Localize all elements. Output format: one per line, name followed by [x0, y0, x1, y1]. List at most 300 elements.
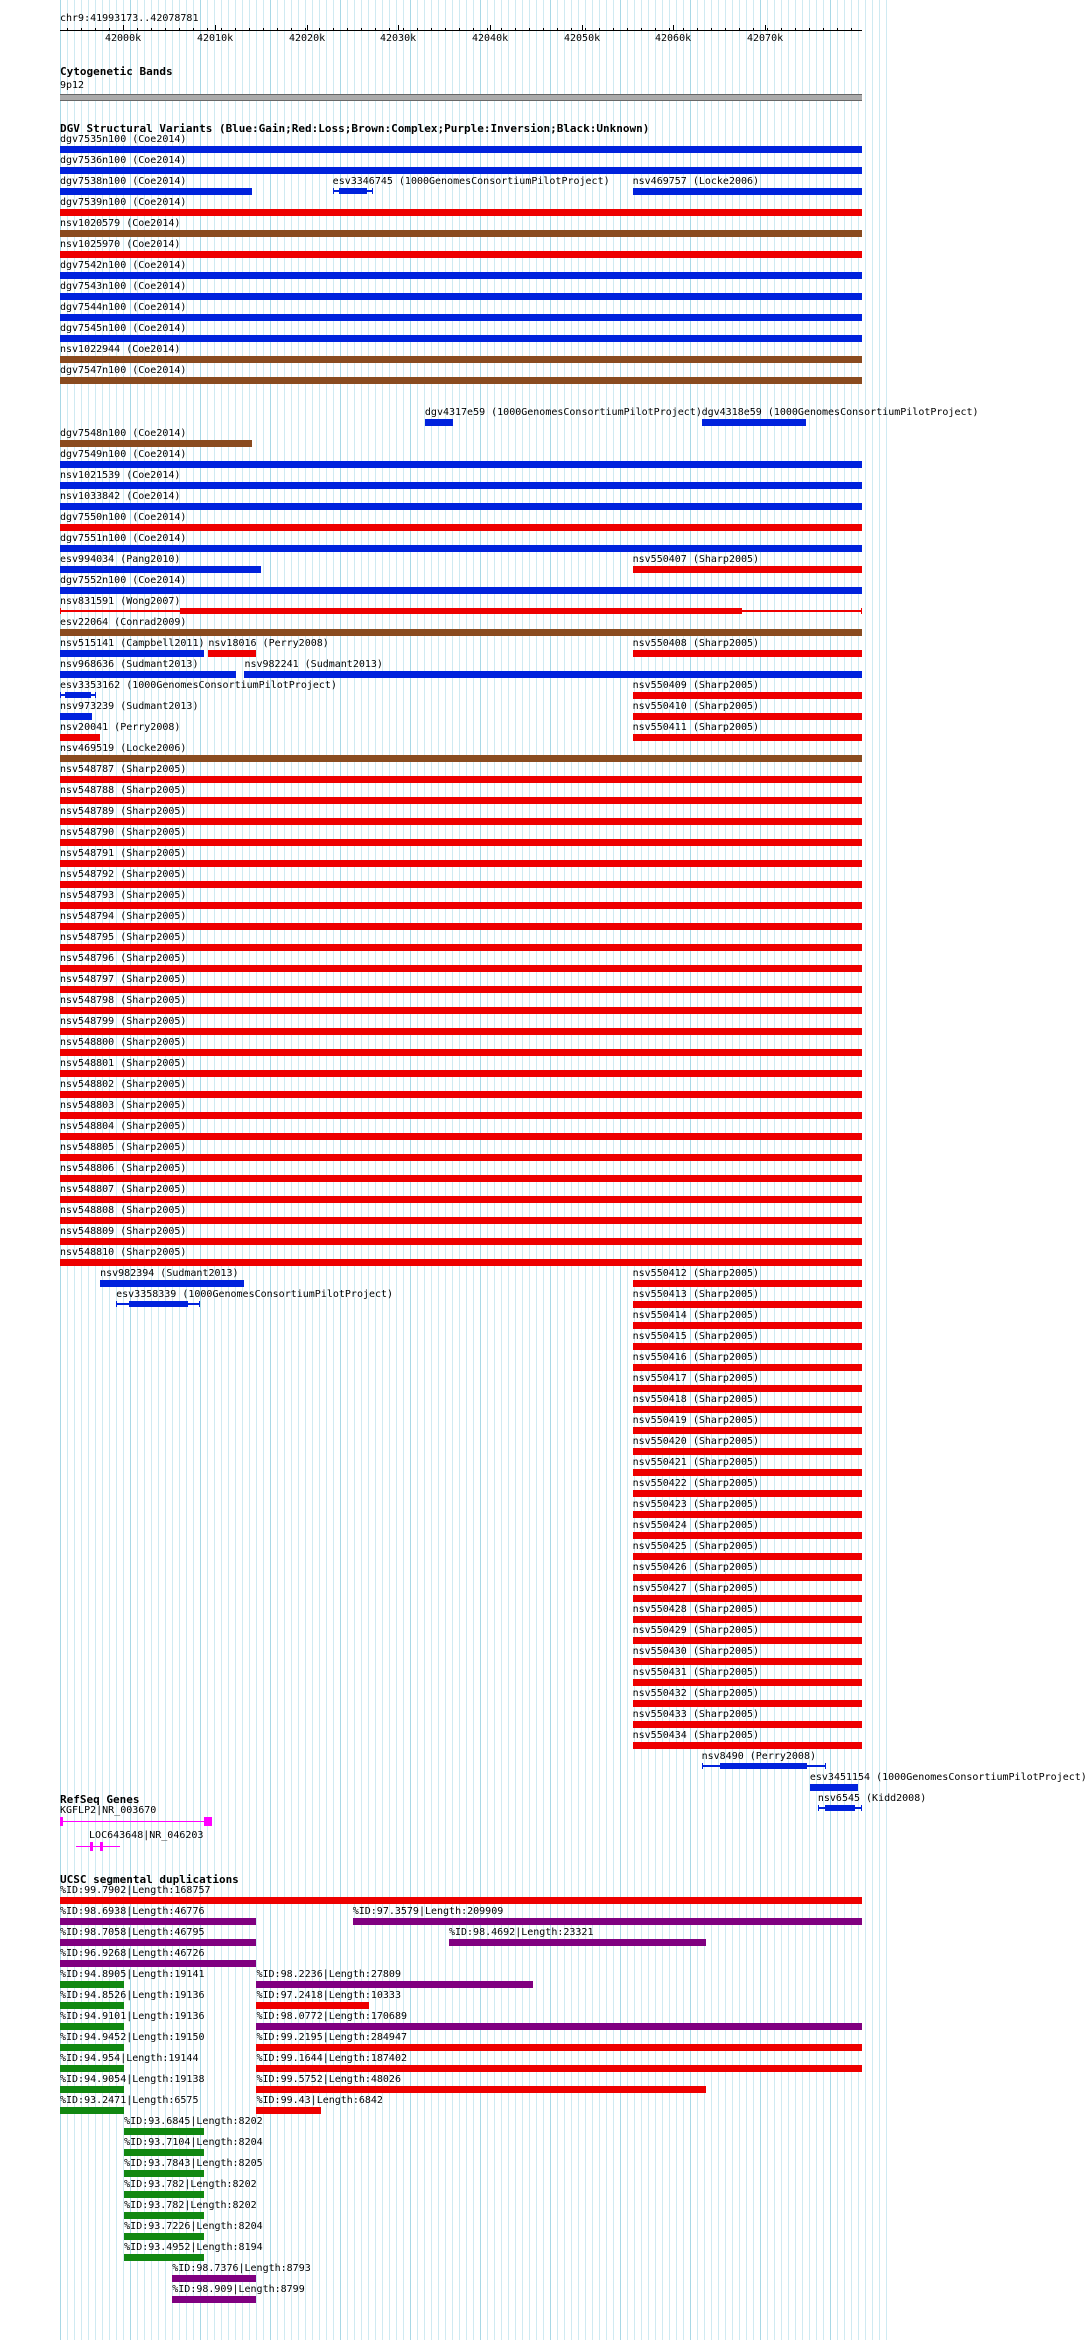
ruler-minor-tick: [67, 28, 68, 31]
segdup-label: %ID:93.2471|Length:6575: [60, 2095, 199, 2106]
dgv-bar[interactable]: [60, 482, 862, 489]
dgv-label: nsv550427 (Sharp2005): [632, 1583, 760, 1594]
dgv-bar[interactable]: [208, 650, 256, 657]
dgv-bar[interactable]: [633, 1721, 862, 1728]
dgv-bar[interactable]: [60, 881, 862, 888]
dgv-label: dgv7545n100 (Coe2014): [60, 323, 187, 334]
dgv-bar[interactable]: [60, 776, 862, 783]
dgv-bar[interactable]: [60, 1238, 862, 1245]
dgv-label: nsv968636 (Sudmant2013): [60, 659, 199, 670]
dgv-bar[interactable]: [633, 1700, 862, 1707]
refseq-gene-exon[interactable]: [204, 1817, 212, 1826]
segdup-bar[interactable]: [353, 1918, 862, 1925]
ruler-minor-tick: [543, 28, 544, 31]
grid-line: [578, 0, 579, 2340]
dgv-bar[interactable]: [633, 1616, 862, 1623]
segdup-bar[interactable]: [172, 2296, 256, 2303]
segdup-bar[interactable]: [256, 2023, 862, 2030]
grid-line: [886, 0, 887, 2340]
dgv-bar[interactable]: [60, 860, 862, 867]
dgv-bar[interactable]: [60, 1259, 862, 1266]
dgv-bar[interactable]: [633, 1469, 862, 1476]
dgv-label: nsv1022944 (Coe2014): [60, 344, 181, 355]
dgv-bar[interactable]: [100, 1280, 244, 1287]
dgv-bar[interactable]: [633, 1448, 862, 1455]
dgv-bar-core[interactable]: [180, 608, 741, 614]
grid-line: [606, 0, 607, 2340]
ruler-minor-tick: [515, 28, 516, 31]
dgv-bar[interactable]: [633, 1574, 862, 1581]
grid-line: [704, 0, 705, 2340]
refseq-gene-label: LOC643648|NR_046203: [89, 1830, 204, 1841]
dgv-label: nsv1025970 (Coe2014): [60, 239, 181, 250]
dgv-bar[interactable]: [60, 629, 862, 636]
segdup-label: %ID:94.8905|Length:19141: [60, 1969, 205, 1980]
dgv-bar[interactable]: [633, 692, 862, 699]
segdup-label: %ID:98.6938|Length:46776: [60, 1906, 205, 1917]
dgv-label: nsv550421 (Sharp2005): [632, 1457, 760, 1468]
segdup-bar[interactable]: [124, 2233, 204, 2240]
dgv-label: nsv550426 (Sharp2005): [632, 1562, 760, 1573]
dgv-bar-end: [95, 692, 96, 698]
grid-line: [662, 0, 663, 2340]
dgv-bar-end: [333, 188, 334, 194]
ruler-axis: [60, 30, 862, 31]
dgv-bar[interactable]: [60, 272, 862, 279]
dgv-bar[interactable]: [633, 1490, 862, 1497]
dgv-bar-end: [861, 1805, 862, 1811]
segdup-label: %ID:93.6845|Length:8202: [124, 2116, 263, 2127]
dgv-bar[interactable]: [60, 944, 862, 951]
dgv-bar[interactable]: [60, 503, 862, 510]
grid-line: [424, 0, 425, 2340]
cytoband-track-title[interactable]: Cytogenetic Bands: [60, 65, 173, 78]
ruler-minor-tick: [235, 28, 236, 31]
segdup-bar[interactable]: [60, 1960, 256, 1967]
dgv-label: nsv20041 (Perry2008): [60, 722, 181, 733]
dgv-bar[interactable]: [60, 650, 204, 657]
ruler-minor-tick: [263, 28, 264, 31]
ruler-minor-tick: [81, 28, 82, 31]
grid-line: [753, 0, 754, 2340]
dgv-bar[interactable]: [60, 1070, 862, 1077]
dgv-bar[interactable]: [60, 734, 100, 741]
dgv-bar[interactable]: [60, 188, 252, 195]
dgv-label: nsv550420 (Sharp2005): [632, 1436, 760, 1447]
dgv-bar[interactable]: [60, 1112, 862, 1119]
grid-line: [767, 0, 768, 2340]
dgv-bar[interactable]: [633, 1532, 862, 1539]
grid-line: [263, 0, 264, 2340]
grid-line: [718, 0, 719, 2340]
dgv-label: nsv550419 (Sharp2005): [632, 1415, 760, 1426]
dgv-label: nsv550407 (Sharp2005): [632, 554, 760, 565]
ruler-minor-tick: [319, 28, 320, 31]
ruler-minor-tick: [557, 28, 558, 31]
ruler-minor-tick: [683, 28, 684, 31]
segdup-bar[interactable]: [172, 2275, 256, 2282]
segdup-track-title[interactable]: UCSC segmental duplications: [60, 1873, 239, 1886]
segdup-bar[interactable]: [256, 2002, 368, 2009]
grid-line: [781, 0, 782, 2340]
dgv-bar[interactable]: [60, 461, 862, 468]
grid-line: [655, 0, 656, 2340]
ruler-minor-tick: [137, 28, 138, 31]
dgv-label: nsv550424 (Sharp2005): [632, 1520, 760, 1531]
grid-line: [816, 0, 817, 2340]
segdup-bar[interactable]: [60, 1897, 862, 1904]
dgv-bar[interactable]: [633, 1322, 862, 1329]
dgv-bar[interactable]: [60, 1196, 862, 1203]
segdup-bar[interactable]: [124, 2149, 204, 2156]
grid-line: [480, 0, 481, 2340]
dgv-bar[interactable]: [60, 1007, 862, 1014]
dgv-bar[interactable]: [633, 1385, 862, 1392]
segdup-label: %ID:98.909|Length:8799: [172, 2284, 305, 2295]
dgv-bar[interactable]: [633, 1595, 862, 1602]
segdup-label: %ID:99.43|Length:6842: [256, 2095, 383, 2106]
dgv-bar[interactable]: [244, 671, 862, 678]
dgv-bar[interactable]: [633, 1343, 862, 1350]
segdup-label: %ID:94.9054|Length:19138: [60, 2074, 205, 2085]
dgv-label: nsv515141 (Campbell2011): [60, 638, 205, 649]
ruler-minor-tick: [193, 28, 194, 31]
dgv-bar[interactable]: [60, 335, 862, 342]
grid-line: [368, 0, 369, 2340]
dgv-bar[interactable]: [60, 986, 862, 993]
grid-line: [809, 0, 810, 2340]
segdup-bar[interactable]: [60, 2044, 124, 2051]
dgv-label: nsv548797 (Sharp2005): [60, 974, 187, 985]
dgv-label: nsv548806 (Sharp2005): [60, 1163, 187, 1174]
segdup-bar[interactable]: [124, 2170, 204, 2177]
grid-line: [732, 0, 733, 2340]
grid-line: [242, 0, 243, 2340]
ruler-position-label: chr9:41993173..42078781: [60, 13, 199, 24]
segdup-bar[interactable]: [256, 2107, 320, 2114]
grid-line: [340, 0, 341, 2340]
dgv-label: nsv550413 (Sharp2005): [632, 1289, 760, 1300]
segdup-bar[interactable]: [124, 2191, 204, 2198]
grid-line: [697, 0, 698, 2340]
dgv-label: dgv7536n100 (Coe2014): [60, 155, 187, 166]
dgv-bar[interactable]: [633, 1364, 862, 1371]
grid-line: [550, 0, 551, 2340]
ruler-minor-tick: [221, 28, 222, 31]
dgv-bar-core[interactable]: [65, 692, 90, 698]
dgv-bar[interactable]: [633, 1280, 862, 1287]
grid-line: [508, 0, 509, 2340]
grid-line: [466, 0, 467, 2340]
grid-line: [354, 0, 355, 2340]
dgv-label: nsv831591 (Wong2007): [60, 596, 181, 607]
dgv-label: nsv550433 (Sharp2005): [632, 1709, 760, 1720]
ruler-minor-tick: [305, 28, 306, 31]
dgv-label: nsv548794 (Sharp2005): [60, 911, 187, 922]
dgv-bar[interactable]: [60, 209, 862, 216]
grid-line: [235, 0, 236, 2340]
dgv-bar[interactable]: [60, 902, 862, 909]
dgv-bar[interactable]: [633, 1511, 862, 1518]
dgv-label: nsv548788 (Sharp2005): [60, 785, 187, 796]
dgv-label: nsv550418 (Sharp2005): [632, 1394, 760, 1405]
ruler-minor-tick: [655, 28, 656, 31]
segdup-bar[interactable]: [60, 2002, 124, 2009]
segdup-label: %ID:93.7843|Length:8205: [124, 2158, 263, 2169]
dgv-label: nsv550415 (Sharp2005): [632, 1331, 760, 1342]
dgv-bar[interactable]: [60, 146, 862, 153]
dgv-bar[interactable]: [633, 566, 862, 573]
grid-line: [543, 0, 544, 2340]
grid-line: [592, 0, 593, 2340]
ruler-minor-tick: [375, 28, 376, 31]
dgv-bar[interactable]: [60, 818, 862, 825]
ruler-minor-tick: [165, 28, 166, 31]
dgv-bar[interactable]: [633, 188, 862, 195]
grid-line: [879, 0, 880, 2340]
segdup-bar[interactable]: [60, 2086, 124, 2093]
dgv-bar[interactable]: [633, 1658, 862, 1665]
dgv-bar[interactable]: [60, 545, 862, 552]
dgv-label: nsv550422 (Sharp2005): [632, 1478, 760, 1489]
ruler-minor-tick: [207, 28, 208, 31]
dgv-label: dgv7551n100 (Coe2014): [60, 533, 187, 544]
dgv-label: nsv550434 (Sharp2005): [632, 1730, 760, 1741]
dgv-label: nsv982394 (Sudmant2013): [100, 1268, 239, 1279]
grid-line: [277, 0, 278, 2340]
segdup-bar[interactable]: [124, 2254, 204, 2261]
grid-line: [193, 0, 194, 2340]
grid-line: [200, 0, 201, 2340]
dgv-label: nsv548798 (Sharp2005): [60, 995, 187, 1006]
ruler-minor-tick: [361, 28, 362, 31]
dgv-bar[interactable]: [60, 755, 862, 762]
dgv-label: dgv7548n100 (Coe2014): [60, 428, 187, 439]
refseq-track-title[interactable]: RefSeq Genes: [60, 1793, 140, 1806]
dgv-bar[interactable]: [633, 1637, 862, 1644]
dgv-label: nsv548810 (Sharp2005): [60, 1247, 187, 1258]
grid-line: [858, 0, 859, 2340]
grid-line: [221, 0, 222, 2340]
ruler-tick-label: 42030k: [380, 33, 417, 44]
grid-line: [305, 0, 306, 2340]
segdup-bar[interactable]: [60, 1939, 256, 1946]
dgv-bar[interactable]: [60, 1049, 862, 1056]
segdup-label: %ID:99.1644|Length:187402: [256, 2053, 407, 2064]
dgv-bar[interactable]: [633, 1301, 862, 1308]
grid-line: [389, 0, 390, 2340]
dgv-bar[interactable]: [810, 1784, 858, 1791]
segdup-bar[interactable]: [256, 2065, 862, 2072]
dgv-bar[interactable]: [633, 1406, 862, 1413]
segdup-label: %ID:97.3579|Length:209909: [352, 1906, 504, 1917]
dgv-label: nsv982241 (Sudmant2013): [244, 659, 383, 670]
ruler-tick-label: 42060k: [655, 33, 692, 44]
ruler-minor-tick: [347, 28, 348, 31]
dgv-bar[interactable]: [633, 1553, 862, 1560]
grid-line: [711, 0, 712, 2340]
dgv-bar-end: [702, 1763, 703, 1769]
dgv-bar[interactable]: [60, 1175, 862, 1182]
dgv-bar-end: [60, 608, 61, 614]
dgv-label: dgv4318e59 (1000GenomesConsortiumPilotProject): [701, 407, 979, 418]
grid-line: [529, 0, 530, 2340]
ruler-minor-tick: [641, 28, 642, 31]
dgv-label: nsv550428 (Sharp2005): [632, 1604, 760, 1615]
segdup-label: %ID:98.7058|Length:46795: [60, 1927, 205, 1938]
segdup-bar[interactable]: [449, 1939, 706, 1946]
ruler-minor-tick: [767, 28, 768, 31]
grid-line: [725, 0, 726, 2340]
segdup-label: %ID:94.9101|Length:19136: [60, 2011, 205, 2022]
grid-line: [417, 0, 418, 2340]
grid-line: [760, 0, 761, 2340]
grid-line: [228, 0, 229, 2340]
refseq-gene-intron-line[interactable]: [76, 1846, 120, 1847]
ruler-minor-tick: [739, 28, 740, 31]
ruler-minor-tick: [151, 28, 152, 31]
grid-line: [844, 0, 845, 2340]
segdup-bar[interactable]: [124, 2212, 204, 2219]
grid-line: [872, 0, 873, 2340]
dgv-label: nsv550417 (Sharp2005): [632, 1373, 760, 1384]
refseq-gene-exon[interactable]: [60, 1817, 63, 1826]
dgv-bar[interactable]: [60, 314, 862, 321]
dgv-label: nsv548803 (Sharp2005): [60, 1100, 187, 1111]
grid-line: [641, 0, 642, 2340]
ruler-minor-tick: [277, 28, 278, 31]
ruler-minor-tick: [473, 28, 474, 31]
dgv-bar[interactable]: [60, 167, 862, 174]
dgv-bar[interactable]: [60, 923, 862, 930]
segdup-bar[interactable]: [60, 2065, 124, 2072]
dgv-label: nsv550412 (Sharp2005): [632, 1268, 760, 1279]
dgv-bar[interactable]: [60, 293, 862, 300]
dgv-bar[interactable]: [60, 1091, 862, 1098]
segdup-bar[interactable]: [60, 1918, 256, 1925]
dgv-label: nsv548804 (Sharp2005): [60, 1121, 187, 1132]
dgv-bar[interactable]: [633, 1742, 862, 1749]
grid-line: [837, 0, 838, 2340]
grid-line: [851, 0, 852, 2340]
dgv-bar[interactable]: [60, 1217, 862, 1224]
dgv-label: nsv550416 (Sharp2005): [632, 1352, 760, 1363]
grid-line: [690, 0, 691, 2340]
segdup-bar[interactable]: [60, 2023, 124, 2030]
dgv-bar[interactable]: [60, 230, 862, 237]
dgv-bar[interactable]: [60, 356, 862, 363]
dgv-label: nsv550431 (Sharp2005): [632, 1667, 760, 1678]
dgv-bar[interactable]: [702, 419, 806, 426]
dgv-bar[interactable]: [60, 839, 862, 846]
refseq-gene-intron-line[interactable]: [60, 1821, 212, 1822]
dgv-bar[interactable]: [633, 713, 862, 720]
segdup-label: %ID:98.0772|Length:170689: [256, 2011, 407, 2022]
grid-line: [571, 0, 572, 2340]
dgv-bar[interactable]: [60, 1154, 862, 1161]
segdup-bar[interactable]: [60, 1981, 124, 1988]
dgv-bar[interactable]: [60, 965, 862, 972]
ruler-minor-tick: [781, 28, 782, 31]
dgv-bar[interactable]: [60, 671, 236, 678]
dgv-label: esv3451154 (1000GenomesConsortiumPilotProject): [809, 1772, 1087, 1783]
ruler-tick-label: 42070k: [747, 33, 784, 44]
ruler-major-tick: [398, 25, 399, 31]
grid-line: [634, 0, 635, 2340]
segdup-label: %ID:93.782|Length:8202: [124, 2179, 257, 2190]
dgv-bar[interactable]: [60, 1133, 862, 1140]
refseq-gene-exon[interactable]: [100, 1842, 103, 1851]
dgv-bar[interactable]: [633, 1427, 862, 1434]
grid-line: [676, 0, 677, 2340]
dgv-label: esv3353162 (1000GenomesConsortiumPilotProject): [60, 680, 337, 691]
segdup-bar[interactable]: [124, 2128, 204, 2135]
ruler-minor-tick: [711, 28, 712, 31]
dgv-label: esv3346745 (1000GenomesConsortiumPilotProject): [332, 176, 610, 187]
segdup-label: %ID:93.7226|Length:8204: [124, 2221, 263, 2232]
dgv-label: nsv8490 (Perry2008): [701, 1751, 816, 1762]
ruler-minor-tick: [823, 28, 824, 31]
dgv-bar[interactable]: [60, 797, 862, 804]
dgv-bar[interactable]: [425, 419, 453, 426]
dgv-bar[interactable]: [60, 566, 261, 573]
dgv-label: nsv469757 (Locke2006): [632, 176, 760, 187]
ruler-minor-tick: [753, 28, 754, 31]
ruler-major-tick: [582, 25, 583, 31]
dgv-bar-core[interactable]: [339, 188, 367, 194]
dgv-bar[interactable]: [60, 713, 92, 720]
grid-line: [746, 0, 747, 2340]
dgv-bar[interactable]: [60, 440, 252, 447]
ruler-minor-tick: [109, 28, 110, 31]
cytoband-band[interactable]: [60, 94, 862, 101]
dgv-track-title[interactable]: DGV Structural Variants (Blue:Gain;Red:Loss;Brown:Complex;Purple:Inversion;Black:Unknown): [60, 122, 650, 135]
dgv-bar[interactable]: [60, 377, 862, 384]
segdup-label: %ID:94.8526|Length:19136: [60, 1990, 205, 2001]
dgv-bar[interactable]: [60, 524, 862, 531]
dgv-bar-end: [861, 608, 862, 614]
grid-line: [795, 0, 796, 2340]
dgv-bar[interactable]: [633, 1679, 862, 1686]
dgv-bar-end: [372, 188, 373, 194]
grid-line: [459, 0, 460, 2340]
dgv-label: nsv548790 (Sharp2005): [60, 827, 187, 838]
cytoband-label: 9p12: [60, 80, 85, 91]
refseq-gene-exon[interactable]: [90, 1842, 93, 1851]
dgv-bar-core[interactable]: [129, 1301, 188, 1307]
segdup-bar[interactable]: [256, 2044, 862, 2051]
dgv-label: nsv548796 (Sharp2005): [60, 953, 187, 964]
dgv-bar[interactable]: [60, 1028, 862, 1035]
dgv-bar[interactable]: [60, 251, 862, 258]
grid-line: [865, 0, 866, 2340]
segdup-bar[interactable]: [60, 2107, 124, 2114]
segdup-bar[interactable]: [256, 2086, 705, 2093]
dgv-bar[interactable]: [633, 650, 862, 657]
dgv-bar[interactable]: [633, 734, 862, 741]
ruler-minor-tick: [249, 28, 250, 31]
ruler-major-tick: [215, 25, 216, 31]
segdup-bar[interactable]: [256, 1981, 533, 1988]
dgv-bar-core[interactable]: [825, 1805, 856, 1811]
dgv-bar-core[interactable]: [720, 1763, 807, 1769]
dgv-label: nsv550430 (Sharp2005): [632, 1646, 760, 1657]
dgv-label: nsv550425 (Sharp2005): [632, 1541, 760, 1552]
dgv-label: nsv469519 (Locke2006): [60, 743, 187, 754]
dgv-bar[interactable]: [60, 587, 862, 594]
dgv-label: nsv548795 (Sharp2005): [60, 932, 187, 943]
dgv-label: nsv548787 (Sharp2005): [60, 764, 187, 775]
